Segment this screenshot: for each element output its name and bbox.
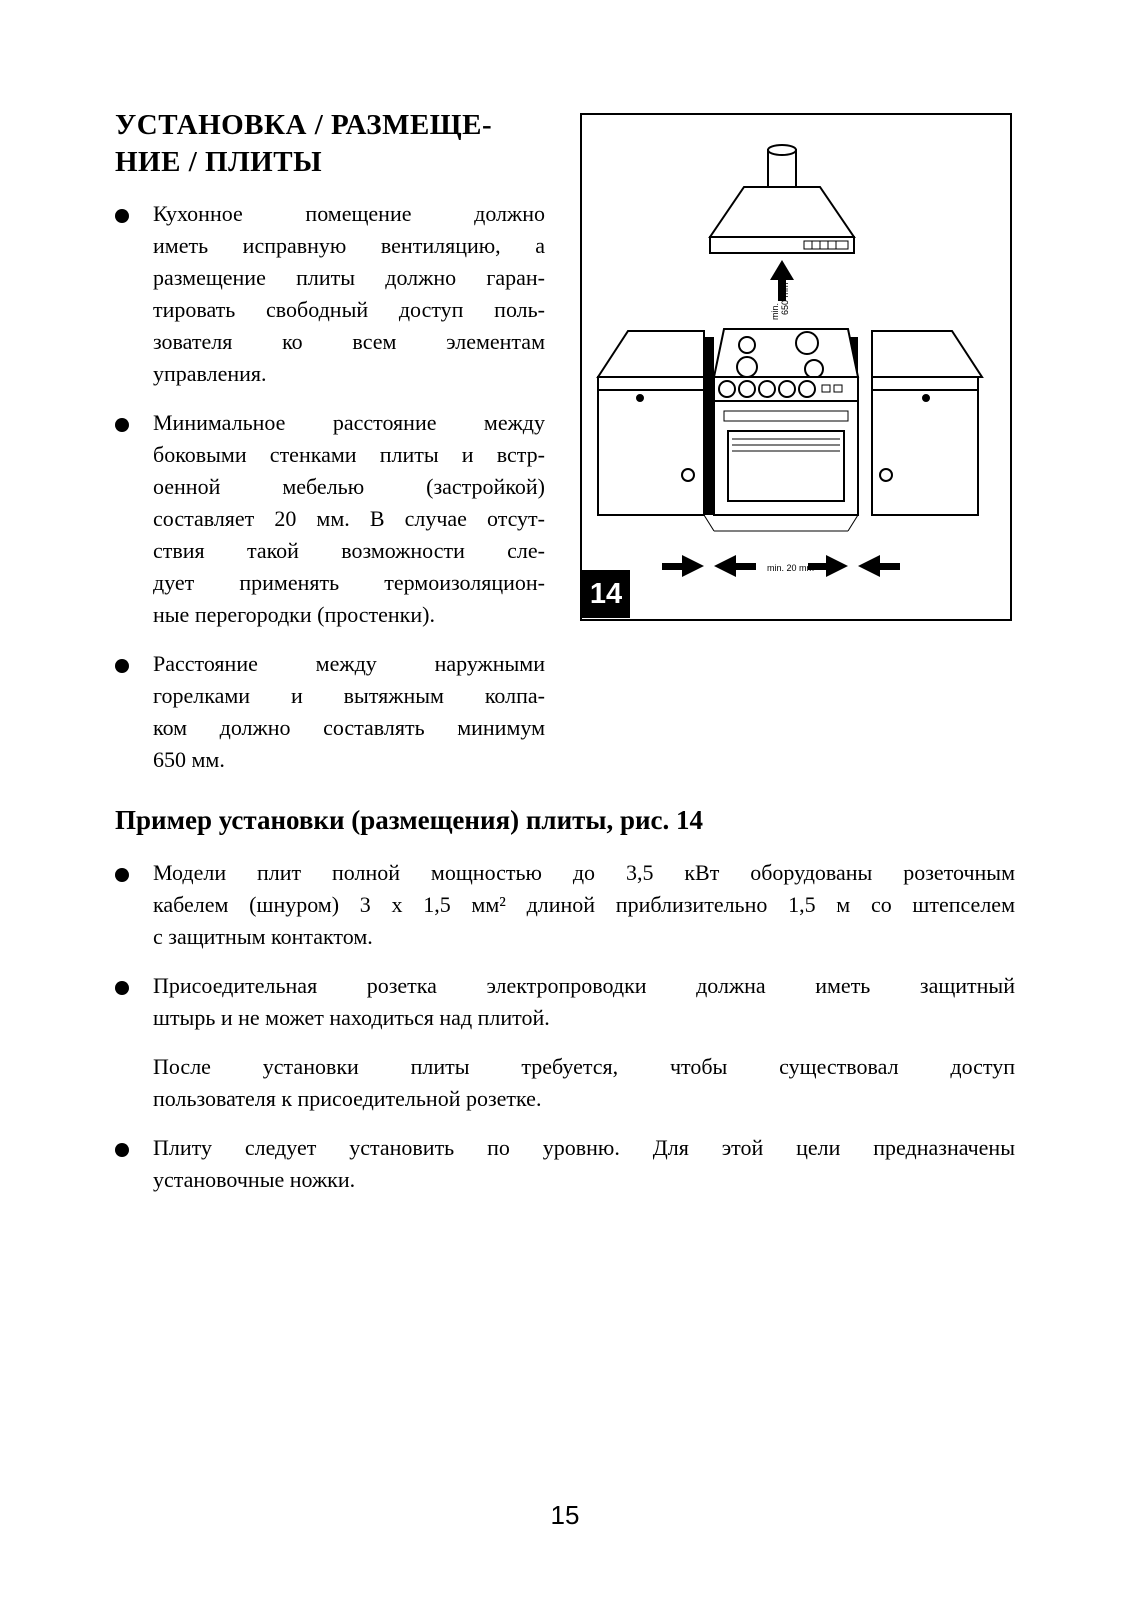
paragraph-text [153,1051,1015,1115]
left-gap-strip [704,337,714,515]
text-line: установочные ножки. [153,1167,356,1192]
range-hood-icon [710,145,854,253]
text-line: иметь исправную вентиляцию, а [153,233,545,258]
text-line: горелками и вытяжным колпа- [153,683,545,708]
text-line: размещение плиты должно гаран- [153,265,545,290]
page-heading-line-1: УСТАНОВКА / РАЗМЕЩЕ- [115,109,493,141]
text-line: Кухонное помещение должно [153,201,545,226]
list-item-text [153,857,1015,953]
figure-14-installation-diagram [580,113,1012,621]
text-line: пользователя к присоедительной розетке. [153,1086,542,1111]
text-line: управления. [153,361,267,386]
list-item-text [153,648,545,776]
section-subheading: Пример установки (размещения) плиты, рис. 14 [115,805,704,835]
text-line: составляет 20 мм. В случае отсут- [153,506,545,531]
page-number: 15 [550,1500,580,1530]
bullet-icon [115,418,129,432]
text-line: штырь и не может находиться над плитой. [153,1005,550,1030]
page-heading [115,107,545,181]
list-item [115,1132,1015,1196]
text-line: тировать свободный доступ поль- [153,297,545,322]
text-line: ком должно составлять минимум [153,715,545,740]
left-cabinet-icon [598,331,704,515]
installation-diagram-illustration [582,115,1010,619]
height-min-label: min. [770,302,780,320]
plain-paragraph [115,1051,1015,1115]
text-line: Минимальное расстояние между [153,410,545,435]
right-cabinet-icon [872,331,982,515]
left-column-list [115,198,545,793]
list-item [115,198,545,390]
bullet-icon [115,659,129,673]
text-line: ные перегородки (простенки). [153,602,435,627]
text-line: оенной мебелью (застройкой) [153,474,545,499]
text-line: кабелем (шнуром) 3 x 1,5 мм² длиной приблизительно 1,5 м со штепселем [153,892,1015,917]
text-line: ствия такой возможности сле- [153,538,545,563]
bullet-icon [115,1143,129,1157]
width-20mm-label: min. 20 mm [767,563,815,573]
text-line: Расстояние между наружными [153,651,545,676]
list-item [115,648,545,776]
text-line: Присоедительная розетка электропроводки должна иметь защитный [153,973,1015,998]
text-line: Модели плит полной мощностью до 3,5 кВт оборудованы розеточным [153,860,1015,885]
text-line: 650 мм. [153,747,225,772]
text-line: Плиту следует установить по уровню. Для этой цели предназначены [153,1135,1015,1160]
text-line: с защитным контактом. [153,924,373,949]
list-item-text [153,1132,1015,1196]
text-line: После установки плиты требуется, чтобы существовал доступ [153,1054,1015,1079]
full-width-list [115,857,1015,1213]
bullet-icon [115,209,129,223]
list-item-text [153,407,545,631]
list-item [115,857,1015,953]
bullet-icon [115,868,129,882]
cooker-icon [714,329,858,515]
list-item [115,407,545,631]
height-650-label: 650 mm [780,282,790,315]
figure-number-badge: 14 [582,570,630,618]
list-item [115,970,1015,1034]
text-line: зователя ко всем элементам [153,329,545,354]
bullet-icon [115,981,129,995]
text-line: боковыми стенками плиты и встр- [153,442,545,467]
list-item-text [153,970,1015,1034]
list-item-text [153,198,545,390]
page-heading-line-2: НИЕ / ПЛИТЫ [115,146,323,178]
text-line: дует применять термоизоляцион- [153,570,545,595]
